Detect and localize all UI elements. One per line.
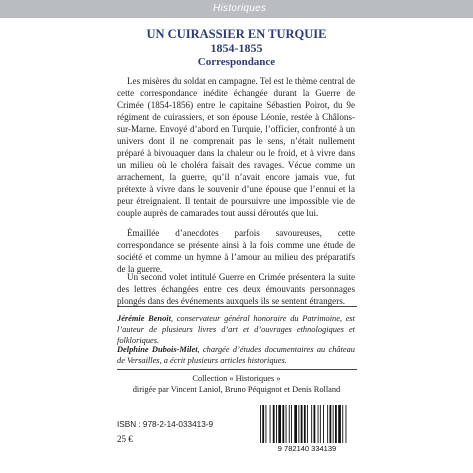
barcode-bar	[286, 405, 287, 443]
barcode-bar	[330, 405, 332, 443]
barcode-bar	[311, 405, 312, 443]
author-name-1: Jérémie Benoit	[117, 314, 171, 323]
barcode-bar	[346, 405, 347, 443]
book-years: 1854-1855	[210, 41, 263, 55]
barcode-bar	[278, 405, 281, 443]
isbn-text: ISBN : 978-2-14-033413-9	[117, 420, 214, 429]
barcode-bar	[266, 405, 267, 443]
barcode-bar	[333, 405, 334, 443]
barcode-bar	[270, 405, 271, 443]
barcode-bar	[327, 405, 328, 443]
barcode-bar	[298, 405, 299, 443]
collection-line-1: Collection « Historiques »	[192, 374, 281, 383]
summary-paragraph-3: Un second volet intitulé Guerre en Crimée présentera la suite des lettres échangées entre ces deux émouvants personnages plongés dans des événements auxquels ils se sentent étrangers.	[117, 272, 355, 306]
barcode-bar	[276, 405, 277, 443]
divider-top	[117, 306, 357, 307]
divider-bottom	[117, 369, 357, 370]
barcode-bar	[304, 405, 306, 443]
barcode-bar	[335, 405, 337, 443]
book-title: UN CUIRASSIER EN TURQUIE	[146, 27, 327, 41]
barcode-bar	[294, 405, 297, 443]
barcode-bar	[260, 405, 261, 443]
barcode-bar	[282, 405, 284, 443]
barcode-bar	[291, 405, 292, 443]
barcode-bar	[323, 405, 324, 443]
author-bio-1	[117, 313, 355, 346]
author-name-2: Delphine Dubois-Milet	[117, 345, 198, 354]
price-text: 25 €	[117, 434, 133, 444]
barcode-bar	[289, 405, 290, 443]
book-subtitle: Correspondance	[197, 56, 276, 68]
barcode-bar	[307, 405, 308, 443]
barcode-digits: 9 782140 334139	[277, 444, 337, 453]
barcode-bar	[318, 405, 319, 443]
summary-paragraph-2: Émaillée d’anecdotes parfois savoureuses, cette correspondance se présente ainsi à la fois comme une étude de société et comme un hymne à l’amour au milieu des préparatifs de la guerre.	[117, 228, 355, 274]
author-description-1: , conservateur général honoraire du Patrimoine, est l’auteur de plusieurs livres d’art et d’ouvrages ethnologiques et folkloriques.	[117, 314, 355, 345]
barcode-bar	[320, 405, 321, 443]
barcode	[254, 403, 360, 453]
publisher-logo: Historiques	[213, 3, 267, 14]
author-bio-2	[117, 344, 355, 366]
barcode-bar	[342, 405, 343, 443]
barcode-bar	[273, 405, 275, 443]
barcode-bar	[338, 405, 341, 443]
summary-paragraph-1: Les misères du soldat en campagne. Tel est le thème central de cette correspondance inédite échangée durant la Guerre de Crimée (1854-1856) entre le capitaine Sébastien Poirot, du 9e régiment de cuirassiers, et son épouse Léonie, restée à Châlons-sur-Marne. Envoyé d’abord en Turquie, l’officier, confronté à un univers dont il ne comprenait pas le sens, n’était nullement préparé à bivouaquer dans la chaleur ou le froid, et à vivre dans un milieu où le choléra faisait des ravages. Vécue comme un arrachement, la guerre, qu’il n’avait encore jamais vue, fut prétexte à vivre dans le souvenir d’une épouse que l’ennui et la peur étreignaient. Il tentait de poursuivre une impossible vie de couple auprès de camarades tout aussi déroutés que lui.	[117, 76, 355, 218]
author-description-2: , chargée d’études documentaires au château de Versailles, a écrit plusieurs articles historiques.	[117, 345, 355, 365]
barcode-bar	[314, 405, 316, 443]
barcode-bar	[301, 405, 303, 443]
barcode-bar	[262, 405, 264, 443]
collection-line-2: dirigée par Vincent Laniol, Bruno Péquignot et Denis Rolland	[132, 385, 341, 394]
